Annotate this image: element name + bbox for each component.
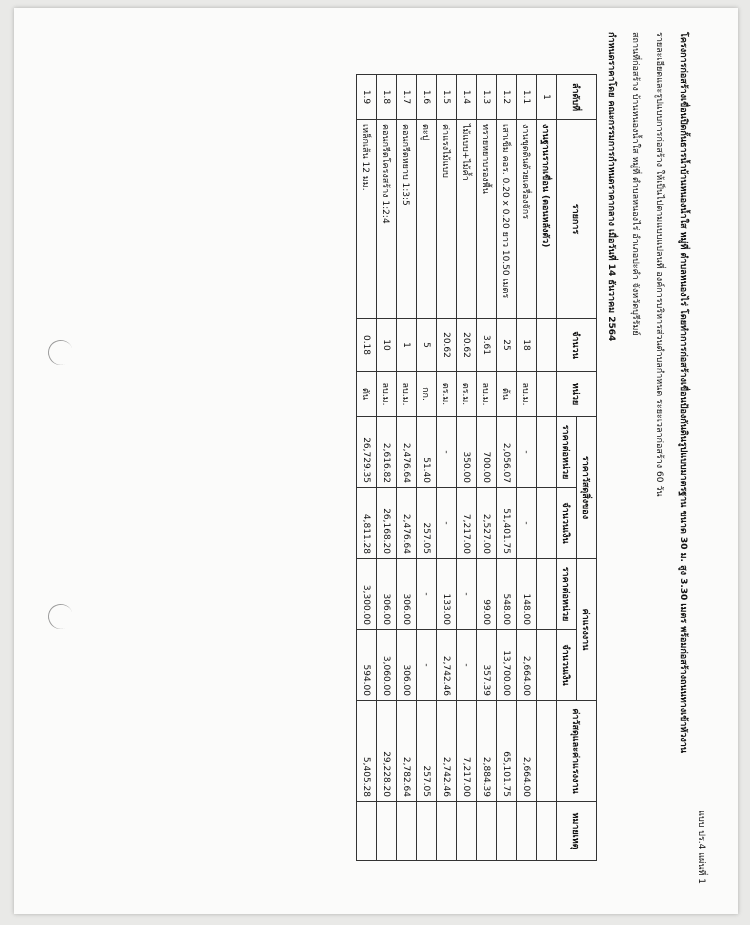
cell-no: 1.1	[517, 75, 537, 120]
cell-qty: 0.18	[357, 319, 377, 372]
header-total: ค่าวัสดุและค่าแรงงาน	[557, 701, 597, 802]
cell-material-amount: 2,476.64	[397, 488, 417, 559]
cell-material-amount: 4,811.28	[357, 488, 377, 559]
table-row	[497, 75, 517, 861]
cell-material-amount	[537, 488, 557, 559]
cell-item: ค่าแรงไม้แบบ	[437, 120, 457, 319]
cell-qty: 18	[517, 319, 537, 372]
cell-qty: 20.62	[457, 319, 477, 372]
cell-material-unit-price: -	[437, 417, 457, 488]
cell-unit	[537, 372, 557, 417]
form-reference: แบบ ปร.4 แผ่นที่ 1	[696, 810, 706, 884]
cell-no: 1.3	[477, 75, 497, 120]
table-row	[417, 75, 437, 861]
table-row	[517, 75, 537, 861]
cell-total: 2,664.00	[517, 701, 537, 802]
cell-material-unit-price: 51.40	[417, 417, 437, 488]
cell-material-unit-price: 2,476.64	[397, 417, 417, 488]
cell-no: 1	[537, 75, 557, 120]
cell-material-amount: 2,527.00	[477, 488, 497, 559]
cell-qty: 3.61	[477, 319, 497, 372]
cell-labor-amount: 2,664.00	[517, 630, 537, 701]
cell-material-amount: 26,168.20	[377, 488, 397, 559]
cell-unit: ลบ.ม.	[397, 372, 417, 417]
cell-labor-amount: 306.00	[397, 630, 417, 701]
cell-labor-amount: 357.39	[477, 630, 497, 701]
table-row	[477, 75, 497, 861]
cell-unit: กก.	[417, 372, 437, 417]
table-row	[357, 75, 377, 861]
cell-qty: 1	[397, 319, 417, 372]
cell-material-amount: -	[517, 488, 537, 559]
cell-item: ทรายหยาบรองพื้น	[477, 120, 497, 319]
cell-labor-amount: 594.00	[357, 630, 377, 701]
cell-material-amount: 257.05	[417, 488, 437, 559]
cell-total: 7,217.00	[457, 701, 477, 802]
cell-item: คอนกรีตหยาบ 1:3:5	[397, 120, 417, 319]
cell-remark	[517, 802, 537, 861]
cell-material-amount: -	[437, 488, 457, 559]
cell-unit: ตร.ม.	[457, 372, 477, 417]
cell-item: ไม้แบบ+ไม้ค้ำ	[457, 120, 477, 319]
cell-no: 1.2	[497, 75, 517, 120]
cell-unit: ตัน	[357, 372, 377, 417]
cell-labor-amount	[537, 630, 557, 701]
header-material: ราคาวัสดุสิ่งของ	[577, 417, 597, 559]
cell-labor-unit-price: 133.00	[437, 559, 457, 630]
cell-total: 2,884.39	[477, 701, 497, 802]
header-item: รายการ	[557, 120, 597, 319]
cell-qty	[537, 319, 557, 372]
cell-qty: 20.62	[437, 319, 457, 372]
title-line-3: สถานที่ก่อสร้าง บ้านหนองน้ำใส หมู่ที่ ตำบลหนองไร่ อำเภอปะคำ จังหวัดบุรีรัมย์	[630, 32, 640, 336]
cell-material-unit-price: 26,729.35	[357, 417, 377, 488]
cell-labor-amount: 2,742.46	[437, 630, 457, 701]
header-labor-amount: จำนวนเงิน	[557, 630, 577, 701]
cell-remark	[457, 802, 477, 861]
header-no: ลำดับที่	[557, 75, 597, 120]
title-line-1: โครงการก่อสร้างเขื่อนปิดกั้นธารน้ำบ้านหนองน้ำใส หมู่ที่ ตำบลหนองไร่ โดยทำการก่อสร้างเขื่อนป้องกันดินรูปแบบมาตรฐาน ขนาด 30 ม. สูง 3.30 เมตร พร้อมก่อสร้างถนนทางเข้าหัวงาน	[678, 32, 688, 753]
cell-unit: ลบ.ม.	[477, 372, 497, 417]
rotated-form	[15, 12, 715, 892]
cell-item: คอนกรีตโครงสร้าง 1:2:4	[377, 120, 397, 319]
cell-qty: 5	[417, 319, 437, 372]
cell-total	[537, 701, 557, 802]
cell-no: 1.8	[377, 75, 397, 120]
cell-total: 257.05	[417, 701, 437, 802]
title-line-4: กำหนดราคาโดย คณะกรรมการกำหนดราคากลาง เมื่อวันที่ 14 ธันวาคม 2564	[606, 32, 616, 342]
cell-remark	[437, 802, 457, 861]
cell-remark	[477, 802, 497, 861]
cell-labor-unit-price	[537, 559, 557, 630]
header-labor-unit-price: ราคาต่อหน่วย	[557, 559, 577, 630]
cell-unit: ตร.ม.	[437, 372, 457, 417]
table-row	[457, 75, 477, 861]
cell-total: 2,782.64	[397, 701, 417, 802]
cell-labor-amount: -	[457, 630, 477, 701]
cell-remark	[537, 802, 557, 861]
cell-remark	[417, 802, 437, 861]
cell-item: งานฐานรากเขื่อน (ตอนหลังตัว)	[537, 120, 557, 319]
cell-no: 1.9	[357, 75, 377, 120]
header-unit: หน่วย	[557, 372, 597, 417]
cell-no: 1.6	[417, 75, 437, 120]
cell-unit: ลบ.ม.	[377, 372, 397, 417]
cell-total: 2,742.46	[437, 701, 457, 802]
cell-material-unit-price: 2,616.82	[377, 417, 397, 488]
cell-labor-unit-price: 148.00	[517, 559, 537, 630]
header-remark: หมายเหตุ	[557, 802, 597, 861]
cell-labor-unit-price: 548.00	[497, 559, 517, 630]
cell-labor-amount: 13,700.00	[497, 630, 517, 701]
cell-labor-amount: -	[417, 630, 437, 701]
cell-labor-unit-price: 3,300.00	[357, 559, 377, 630]
table-row	[537, 75, 557, 861]
cell-material-unit-price: 2,056.07	[497, 417, 517, 488]
cell-material-unit-price	[537, 417, 557, 488]
cell-labor-unit-price: -	[417, 559, 437, 630]
cell-material-unit-price: 700.00	[477, 417, 497, 488]
cell-labor-amount: 3,060.00	[377, 630, 397, 701]
cell-qty: 10	[377, 319, 397, 372]
cell-item: เหล็กเส้น 12 มม.	[357, 120, 377, 319]
cell-qty: 25	[497, 319, 517, 372]
cell-remark	[397, 802, 417, 861]
cell-remark	[377, 802, 397, 861]
cell-material-unit-price: -	[517, 417, 537, 488]
cell-remark	[497, 802, 517, 861]
header-qty: จำนวน	[557, 319, 597, 372]
cell-no: 1.7	[397, 75, 417, 120]
cell-material-amount: 7,217.00	[457, 488, 477, 559]
cell-labor-unit-price: -	[457, 559, 477, 630]
cell-no: 1.4	[457, 75, 477, 120]
cell-material-unit-price: 350.00	[457, 417, 477, 488]
cell-remark	[357, 802, 377, 861]
table-row	[437, 75, 457, 861]
cell-no: 1.5	[437, 75, 457, 120]
cost-estimate-table	[356, 74, 597, 861]
header-labor: ค่าแรงงาน	[577, 559, 597, 701]
cell-item: เสาเข็ม คอร. 0.20 x 0.20 ยาว 10.50 เมตร	[497, 120, 517, 319]
cell-total: 29,228.20	[377, 701, 397, 802]
cell-item: ตะปู	[417, 120, 437, 319]
header-material-amount: จำนวนเงิน	[557, 488, 577, 559]
header-material-unit-price: ราคาต่อหน่วย	[557, 417, 577, 488]
table-row	[377, 75, 397, 861]
cell-unit: ต้น	[497, 372, 517, 417]
cell-total: 5,405.28	[357, 701, 377, 802]
cell-total: 65,101.75	[497, 701, 517, 802]
cell-unit: ลบ.ม.	[517, 372, 537, 417]
cell-material-amount: 51,401.75	[497, 488, 517, 559]
cell-item: งานขุดดินด้วยเครื่องจักร	[517, 120, 537, 319]
table-row	[397, 75, 417, 861]
cell-labor-unit-price: 306.00	[397, 559, 417, 630]
cell-labor-unit-price: 99.00	[477, 559, 497, 630]
title-line-2: รายละเอียดและรูปแบบการก่อสร้าง ให้เป็นไปตามแบบแปลนที่ องค์การบริหารส่วนตำบลกำหนด ระยะเวลาก่อสร้าง 60 วัน	[654, 32, 664, 497]
cell-labor-unit-price: 306.00	[377, 559, 397, 630]
